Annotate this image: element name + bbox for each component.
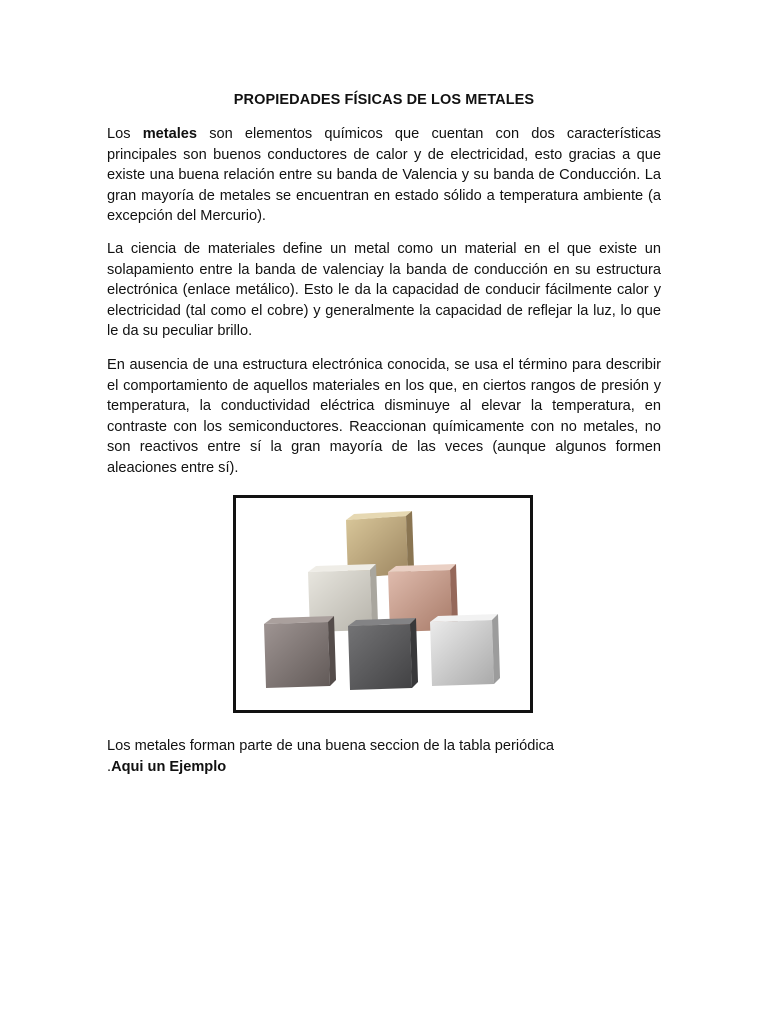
iron-cube [264,616,336,688]
paragraph-1-lead: Los [107,126,143,142]
paragraph-1-rest: son elementos químicos que cuentan con dos características principales son buenos conductores de calor y de electricidad, esto gracias a que existe una buena relación entre su banda de Valencia y su banda de Conducción. La gran mayoría de metales se encuentran en estado sólido a temperatura ambiente (a excepción del Mercurio). [107,126,661,224]
paragraph-2: La ciencia de materiales define un metal como un material en el que existe un solapamiento entre la banda de valenciay la banda de conducción en su estructura electrónica (enlace metálico). Esto le da la capacidad de conducir fácilmente calor y electricidad (tal como el cobre) y generalmente la capacidad de reflejar la luz, lo que le da su peculiar brillo. [107,241,661,339]
paragraph-4 [107,736,661,777]
metal-cubes-illustration [236,498,530,710]
paragraph-1 [107,124,661,227]
paragraph-4-bold: Aqui un Ejemplo [111,758,227,775]
metal-cubes-image [233,495,533,713]
lead-cube [348,618,418,690]
paragraph-3: En ausencia de una estructura electrónica conocida, se usa el término para describir el comportamiento de aquellos materiales en los que, en ciertos rangos de presión y temperatura, la conductividad eléctrica disminuye al elevar la temperatura, en contraste con los semiconductores. Reaccionan químicamente con no metales, no son reactivos entre sí la gran mayoría de las veces (aunque algunos formen aleaciones entre sí). [107,357,661,476]
paragraph-4-text: Los metales forman parte de una buena seccion de la tabla periódica [107,738,555,754]
paragraph-4-lead: . [107,758,112,775]
paragraph-1-bold: metales [142,126,198,142]
page-title: PROPIEDADES FÍSICAS DE LOS METALES [233,92,535,108]
silver-cube [430,614,500,686]
